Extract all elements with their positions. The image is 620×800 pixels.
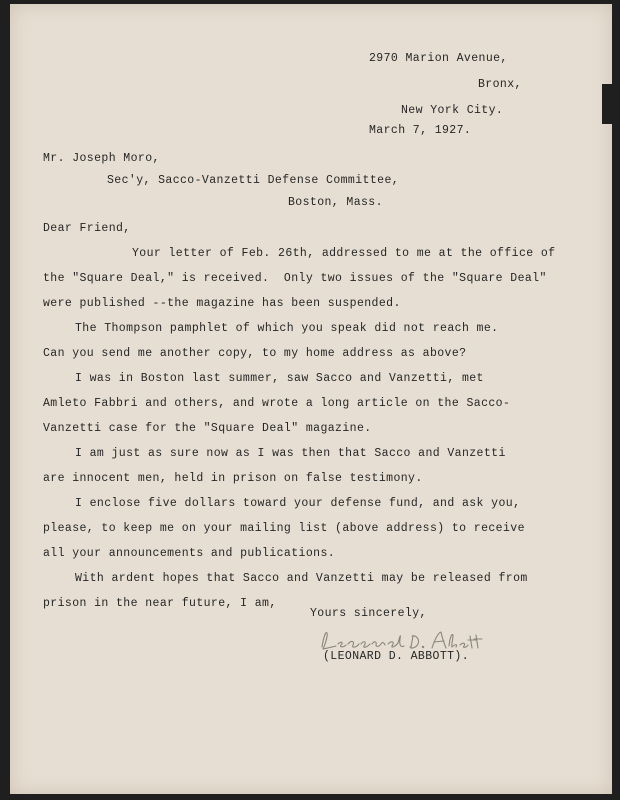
closing: Yours sincerely, (310, 607, 427, 620)
sender-borough: Bronx, (478, 78, 522, 91)
recipient-city: Boston, Mass. (288, 196, 383, 209)
body-line: Can you send me another copy, to my home address as above? (43, 347, 467, 360)
recipient-title: Sec'y, Sacco-Vanzetti Defense Committee, (107, 174, 400, 187)
recipient-name: Mr. Joseph Moro, (43, 152, 160, 165)
body-line: Vanzetti case for the "Square Deal" magazine. (43, 422, 372, 435)
body-line: prison in the near future, I am, (43, 597, 277, 610)
sender-street: 2970 Marion Avenue, (369, 52, 508, 65)
salutation: Dear Friend, (43, 222, 131, 235)
typed-signature: (LEONARD D. ABBOTT). (323, 650, 470, 663)
body-line: I am just as sure now as I was then that Sacco and Vanzetti (75, 447, 506, 460)
body-line: please, to keep me on your mailing list (above address) to receive (43, 522, 525, 535)
body-line: I was in Boston last summer, saw Sacco and Vanzetti, met (75, 372, 484, 385)
body-line: are innocent men, held in prison on false testimony. (43, 472, 423, 485)
body-line: were published --the magazine has been suspended. (43, 297, 401, 310)
body-line: the "Square Deal," is received. Only two issues of the "Square Deal" (43, 272, 547, 285)
body-line: Your letter of Feb. 26th, addressed to me at the office of (132, 247, 556, 260)
sender-city: New York City. (401, 104, 504, 117)
letter-date: March 7, 1927. (369, 124, 472, 137)
paper-edge-notch (602, 84, 612, 124)
body-line: The Thompson pamphlet of which you speak did not reach me. (75, 322, 499, 335)
body-line: all your announcements and publications. (43, 547, 336, 560)
body-line: With ardent hopes that Sacco and Vanzetti may be released from (75, 572, 528, 585)
body-line: Amleto Fabbri and others, and wrote a long article on the Sacco- (43, 397, 511, 410)
body-line: I enclose five dollars toward your defense fund, and ask you, (75, 497, 521, 510)
